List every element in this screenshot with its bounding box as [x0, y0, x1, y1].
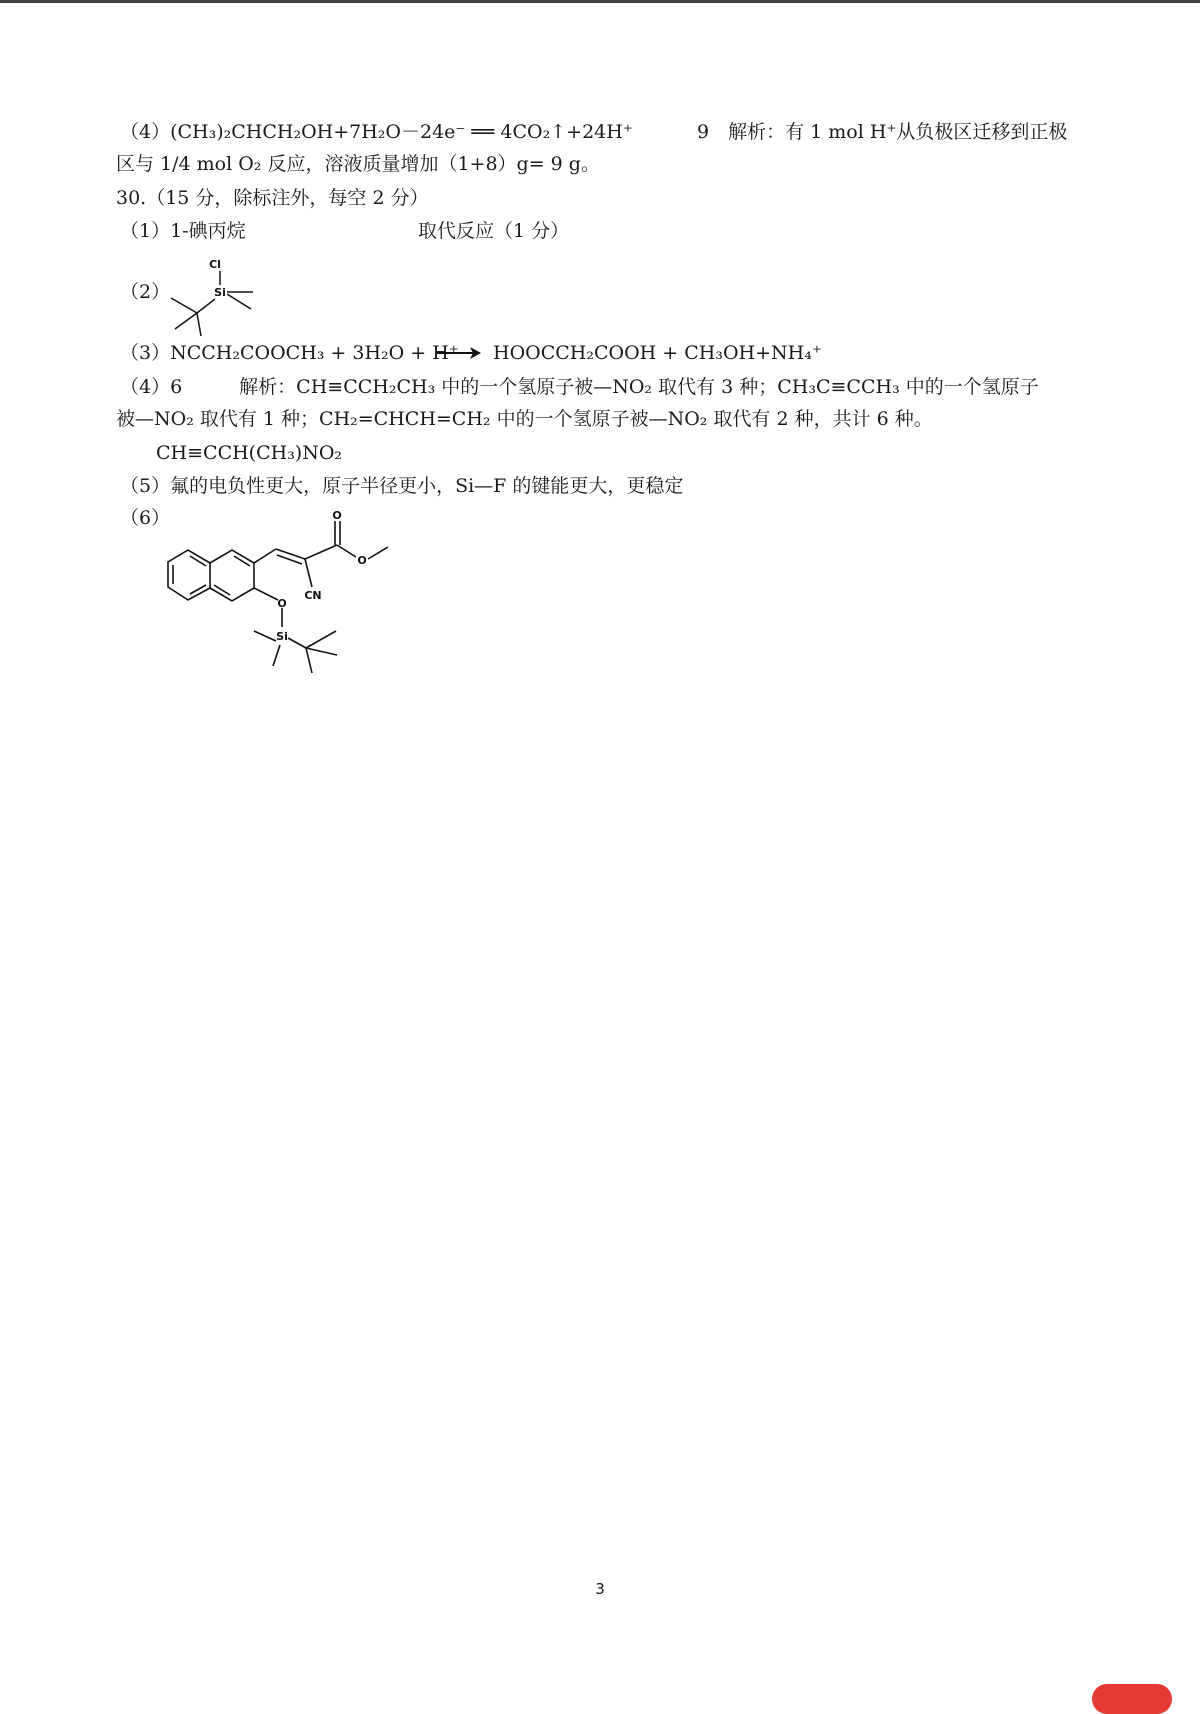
- q30-a3-products: HOOCCH₂COOH + CH₃OH+NH₄⁺: [493, 342, 822, 364]
- top-border: [0, 0, 1200, 3]
- q4-equation: （4）(CH₃)₂CHCH₂OH+7H₂O－24e⁻ ══ 4CO₂↑+24H⁺: [120, 121, 633, 143]
- corner-badge: [1092, 1684, 1172, 1714]
- naphthalene-product-structure: [160, 505, 430, 695]
- silicon-label-2: Si: [276, 630, 288, 643]
- chlorine-label: Cl: [209, 258, 221, 271]
- reaction-arrow-icon: [435, 344, 483, 362]
- q30-a4-line1: （4）6 解析：CH≡CCH₂CH₃ 中的一个氢原子被—NO₂ 取代有 3 种；CH₃C≡CCH₃ 中的一个氢原子: [120, 376, 1039, 398]
- ester-oxygen-label: O: [357, 554, 367, 567]
- q30-a6-label: （6）: [120, 507, 171, 529]
- ether-oxygen-label: O: [277, 597, 287, 610]
- q30-a5: （5）氟的电负性更大，原子半径更小，Si—F 的键能更大，更稳定: [120, 475, 684, 497]
- q30-a3-reactants: （3）NCCH₂COOCH₃ + 3H₂O + H⁺: [120, 342, 459, 364]
- carbonyl-oxygen-label: O: [332, 509, 342, 522]
- silyl-chloride-structure: [165, 250, 265, 340]
- cyano-label: CN: [304, 589, 322, 602]
- q4-answer: 9 解析：有 1 mol H⁺从负极区迁移到正极: [697, 121, 1068, 143]
- silicon-label: Si: [214, 286, 226, 299]
- q30-header: 30.（15 分，除标注外，每空 2 分）: [116, 187, 429, 209]
- q30-a4-line2: 被—NO₂ 取代有 1 种；CH₂=CHCH=CH₂ 中的一个氢原子被—NO₂ 取代有 2 种，共计 6 种。: [116, 408, 933, 430]
- q4-continuation: 区与 1/4 mol O₂ 反应，溶液质量增加（1+8）g= 9 g。: [116, 153, 600, 175]
- q30-a4-isomer: CH≡CCH(CH₃)NO₂: [156, 442, 343, 464]
- q30-a2-label: （2）: [120, 281, 171, 303]
- page-number: 3: [595, 1580, 605, 1598]
- q30-a1-name: （1）1-碘丙烷: [120, 220, 246, 242]
- q30-a1-type: 取代反应（1 分）: [418, 220, 570, 242]
